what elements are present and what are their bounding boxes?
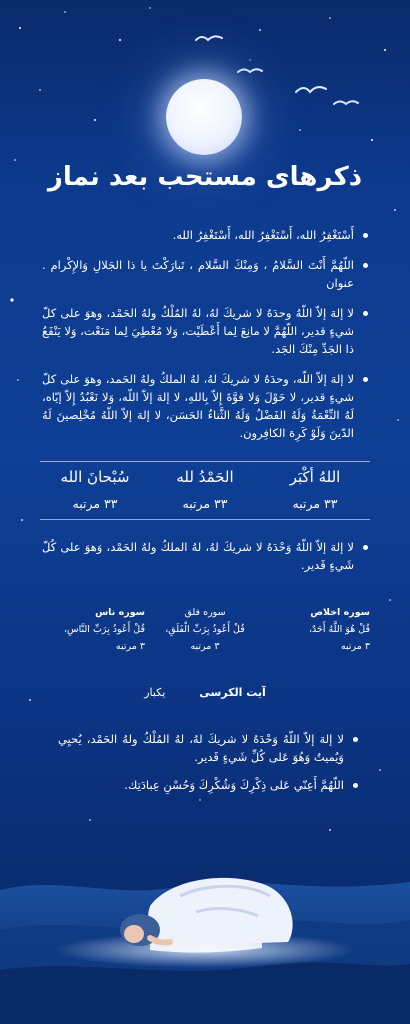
tasbih-subhanallah — [40, 468, 150, 511]
surah-count: ۳ مرتبه — [115, 641, 145, 652]
dhikr-item: اللّهُمَّ أَعِنّي عَلى ذِكْرِكَ وَشُكْرِكَ وَحُسْنِ عِبادَتِك. — [58, 776, 358, 794]
dhikr-item: أَسْتَغْفِرُ الله، أَسْتَغْفِرُ الله، أَسْتَغْفِرُ الله. — [42, 226, 368, 244]
dhikr-list-3 — [58, 730, 358, 804]
dhikr-item: لا إلهَ إلاّ اللّهُ وحدَهُ لا شريكَ لهُ، لهُ المُلْكُ ولهُ الحَمْد، وهوَ على كلّ شيءٍ قدير، اللّهُمَّ لا مانِعَ لِما أَعْطَيْت، وَلا مُعْطِيَ لِما مَنَعْت، وَلا يَنْفَعُ ذا الجَدِّ مِنْكَ الجَد. — [42, 304, 368, 358]
surah-count: ۳ مرتبه — [190, 641, 220, 652]
tasbih-allahuakbar — [260, 468, 370, 511]
dhikr-item: لا إلهَ إلاّ اللّهُ وَحْدَهُ لا شريكَ لهُ، لهُ المُلْكُ ولهُ الحَمْد، يُحيِي وَيُميتُ وَهُوَ عَلى كُلِّ شَيءٍ قَدير. — [58, 730, 358, 766]
divider-bottom — [40, 519, 370, 520]
surah-count: ۳ مرتبه — [340, 641, 370, 652]
full-moon — [166, 79, 242, 155]
surah-falaq — [153, 604, 258, 655]
ayat-alkursi-count: یکبار — [144, 686, 166, 699]
divider-top — [40, 461, 370, 462]
tasbih-text: الحَمْدُ لله — [176, 468, 234, 486]
tasbih-row — [40, 468, 370, 511]
ayat-alkursi-name: آیت الکرسی — [199, 686, 266, 699]
page-title: ذکرهای مستحب بعد نماز — [47, 162, 363, 192]
tasbih-count: ۳۳ مرتبه — [72, 496, 118, 511]
surah-ikhlas — [265, 604, 370, 655]
surah-name: سوره ناس — [95, 607, 145, 618]
surah-text: قُلْ هُوَ اللَّهُ أَحَدٌ، — [308, 624, 370, 635]
dhikr-item: لا إلهَ إلاّ اللّهُ وَحْدَهُ لا شريكَ لهُ، لهُ الملكُ ولهُ الحَمْد، وَهوَ على كُلّ شَيءٍ قَدير. — [42, 538, 368, 574]
ayat-alkursi-row — [0, 686, 410, 699]
surah-row — [40, 604, 370, 655]
praying-figure-illustration — [0, 820, 410, 1024]
surah-nas — [40, 604, 145, 655]
dhikr-list-2 — [42, 538, 368, 586]
surah-text: قُلْ أَعُوذُ بِرَبِّ الْفَلَقِ، — [165, 624, 245, 635]
dhikr-item: اللّهُمَّ أَنْتَ السَّلامُ ، وَمِنْكَ السَّلام ، تَبارَكْتَ يا ذا الجَلالِ وَالإِكْرام . عنوان — [42, 256, 368, 292]
surah-text: قُلْ أَعُوذُ بِرَبِّ النَّاسِ، — [63, 624, 145, 635]
tasbih-text: اللهُ أكْبَر — [289, 468, 341, 486]
tasbih-alhamdulillah — [150, 468, 260, 511]
dhikr-item: لا إلهَ إلاّ اللّه، وحدَهُ لا شريكَ لهُ، لهُ الملكُ ولهُ الحَمد، وهوَ على كلّ شيءٍ قدير، لا حَوْلَ وَلا قوَّةَ إِلاّ بِاللهِ، لا إلهَ إلاّ اللّه، وَلا نَعْبُدُ إِلاّ إيّاه، لَهُ النِّعْمَةُ وَلَهُ الفَضْلُ وَلَهُ الثَّناءُ الحَسَن، لا إلهَ إلاّ اللّهُ مُخْلِصينَ لَهُ الدّينَ وَلَوْ كَرِهَ الكافِرون. — [42, 370, 368, 442]
tasbih-count: ۳۳ مرتبه — [182, 496, 228, 511]
surah-name: سوره فلق — [184, 607, 226, 618]
tasbih-text: سُبْحانَ الله — [60, 468, 130, 486]
dhikr-list-1 — [42, 226, 368, 454]
surah-name: سوره اخلاص — [310, 607, 370, 618]
tasbih-count: ۳۳ مرتبه — [292, 496, 338, 511]
